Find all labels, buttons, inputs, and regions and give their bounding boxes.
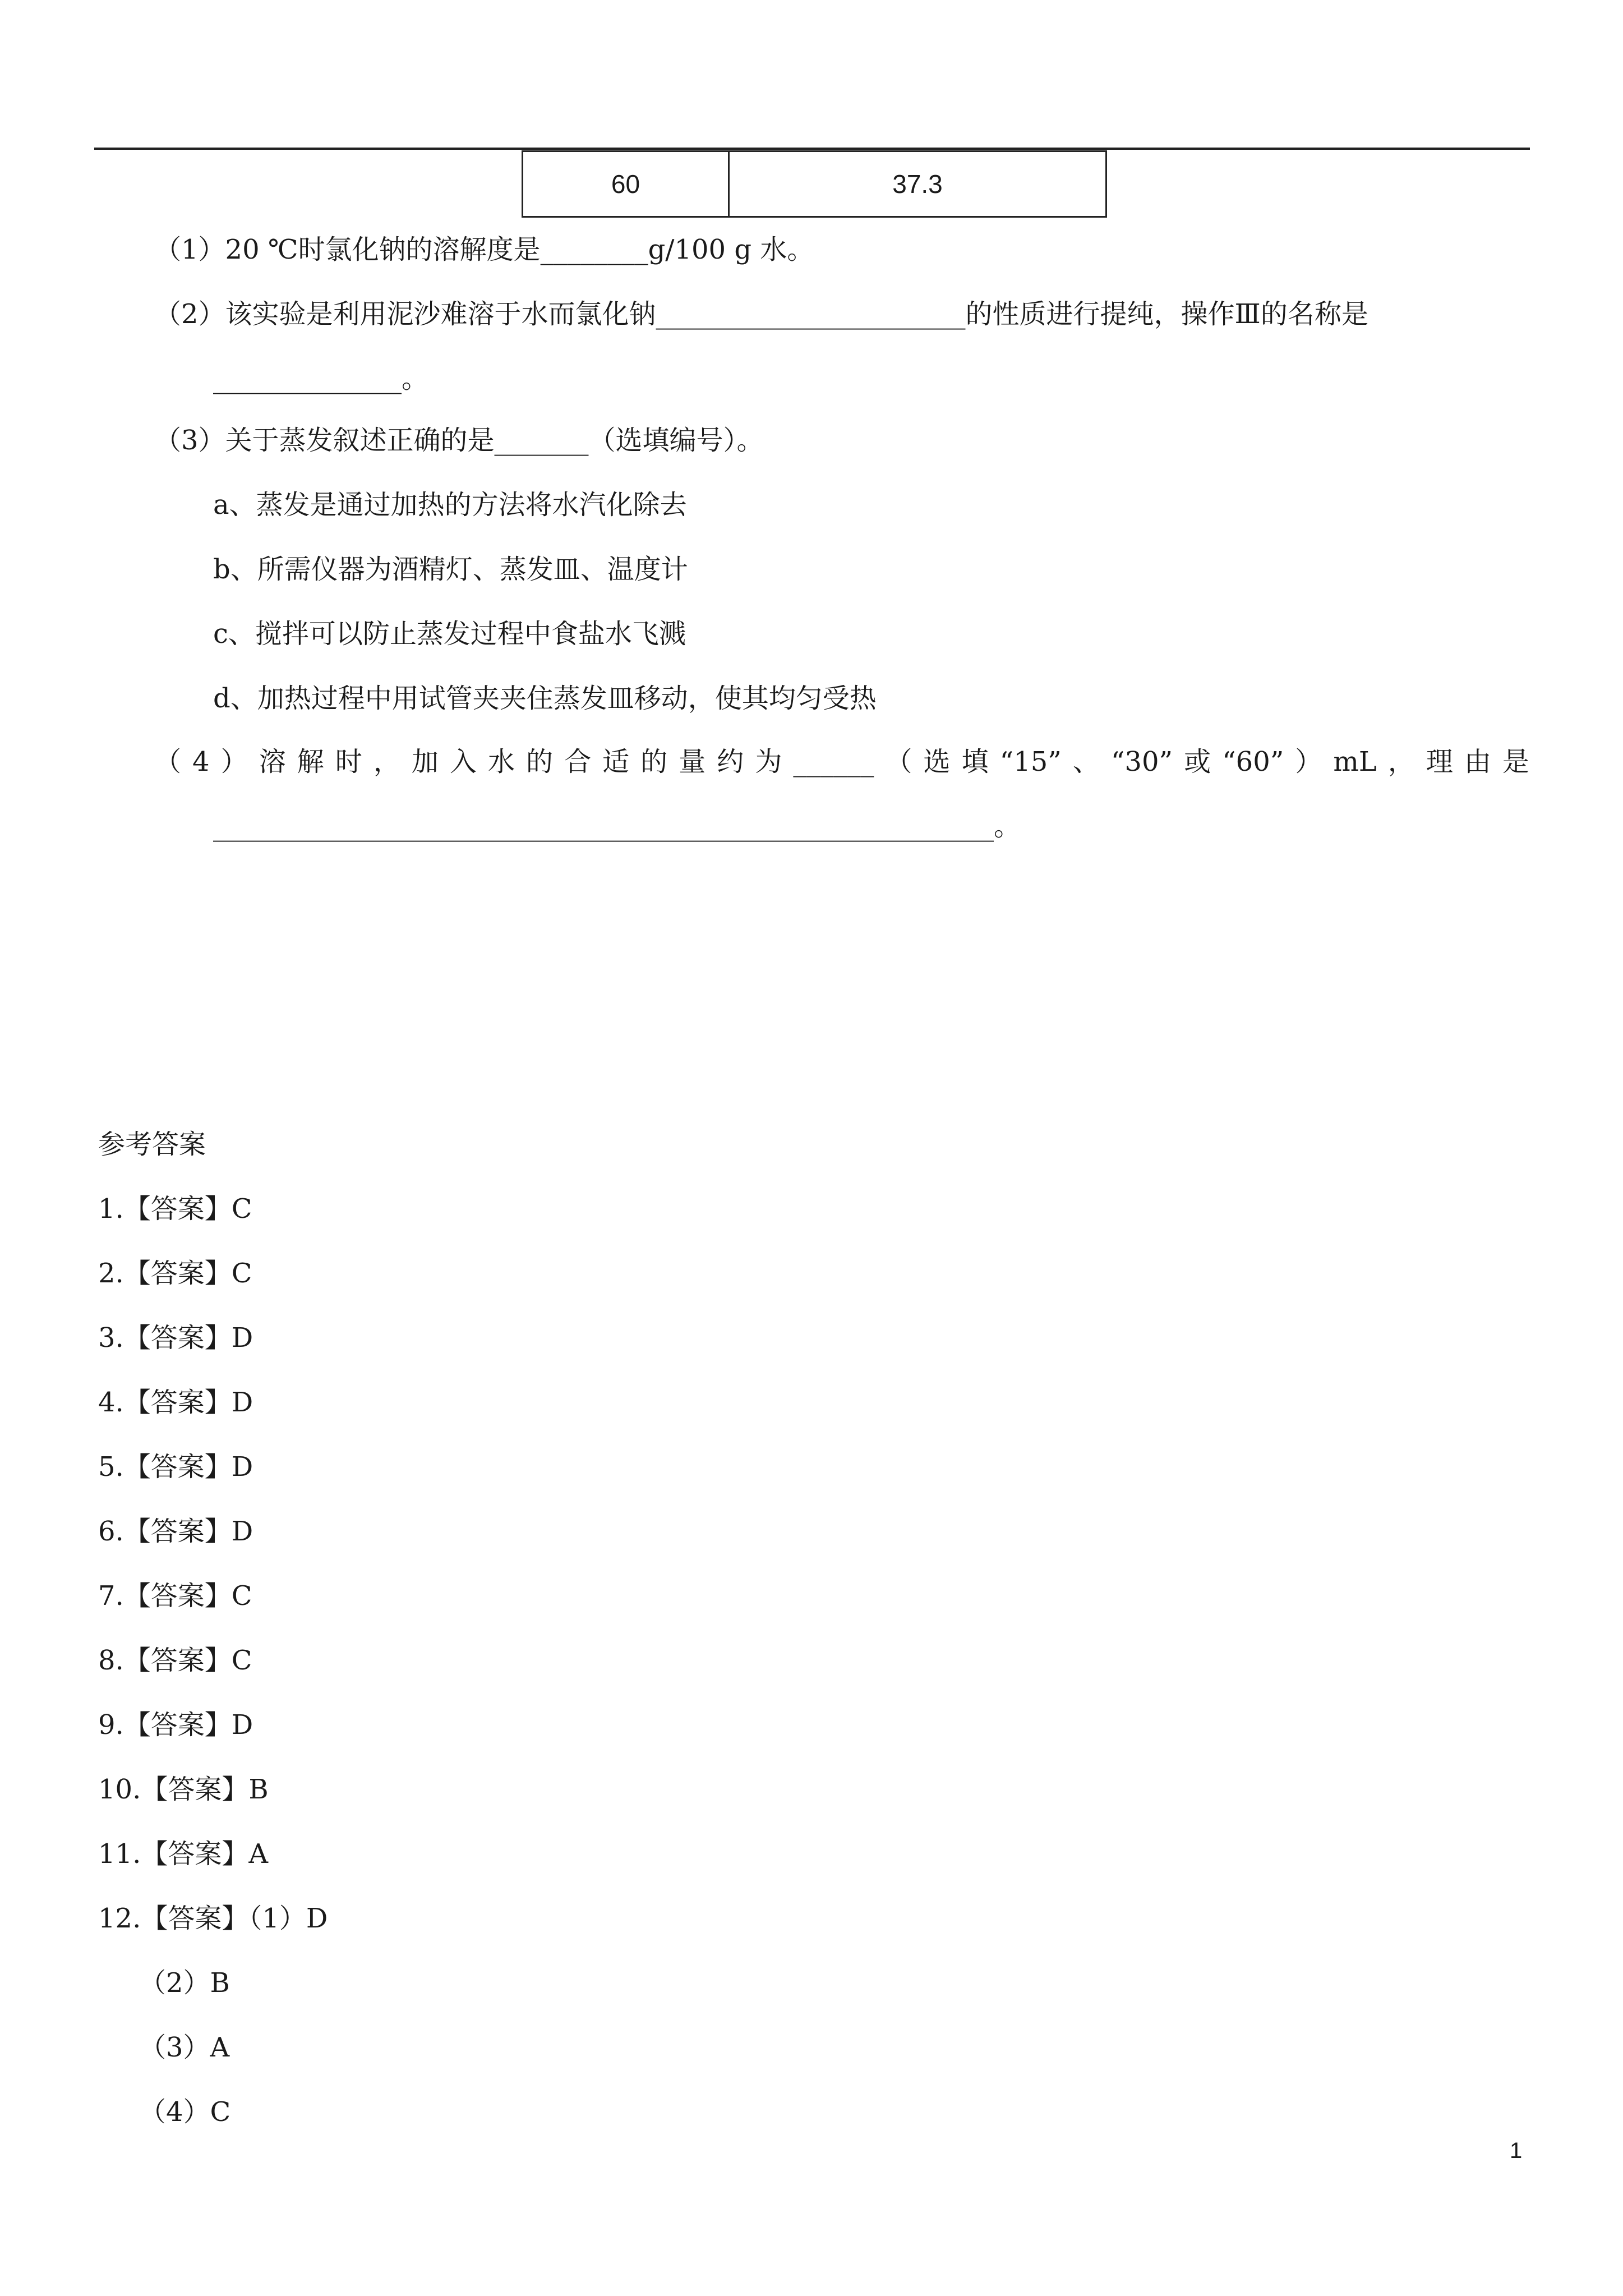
answer-item: 9.【答案】D <box>98 1709 253 1741</box>
question-1: （1）20 ℃时氯化钠的溶解度是________g/100 g 水。 <box>154 234 814 265</box>
answer-item: 1.【答案】C <box>98 1193 252 1225</box>
answer-item: 10.【答案】B <box>98 1774 269 1805</box>
question-3: （3）关于蒸发叙述正确的是_______（选填编号）。 <box>154 425 764 456</box>
table-row <box>523 151 1106 217</box>
question-4-line-2: __________________________________________________________。 <box>213 811 1021 842</box>
answer-item: 11.【答案】A <box>98 1838 269 1870</box>
answer-item: 3.【答案】D <box>98 1322 253 1354</box>
option-a: a、蒸发是通过加热的方法将水汽化除去 <box>213 489 687 521</box>
answer-item: 2.【答案】C <box>98 1258 252 1289</box>
sub-answer-item: （2）B <box>139 1967 230 1999</box>
answers-heading: 参考答案 <box>98 1129 206 1160</box>
temperature-cell: 60 <box>523 151 729 217</box>
option-d: d、加热过程中用试管夹夹住蒸发皿移动，使其均匀受热 <box>213 683 877 714</box>
answer-item: 5.【答案】D <box>98 1451 253 1483</box>
question-2-line-1: （2）该实验是利用泥沙难溶于水而氯化钠_______________________的性质进行提纯，操作Ⅲ的名称是 <box>154 298 1368 330</box>
answer-item: 6.【答案】D <box>98 1516 253 1547</box>
answer-item: 4.【答案】D <box>98 1387 253 1418</box>
solubility-table <box>522 150 1107 218</box>
sub-answer-item: （3）A <box>139 2032 230 2063</box>
sub-answer-item: （4）C <box>139 2096 231 2128</box>
question-2-line-2: ______________。 <box>213 363 429 394</box>
answer-item: 12.【答案】（1）D <box>98 1903 328 1934</box>
option-b: b、所需仪器为酒精灯、蒸发皿、温度计 <box>213 554 688 585</box>
header-rule <box>94 148 1530 150</box>
answer-item: 7.【答案】C <box>98 1580 252 1612</box>
page-number: 1 <box>1510 2138 1523 2163</box>
solubility-cell: 37.3 <box>729 151 1106 217</box>
answer-item: 8.【答案】C <box>98 1645 252 1676</box>
option-c: c、搅拌可以防止蒸发过程中食盐水飞溅 <box>213 618 686 650</box>
question-4-line-1: （4）溶解时，加入水的合适的量约为______（选填“15”、“30”或“60”）mL，理由是 <box>154 746 1529 777</box>
